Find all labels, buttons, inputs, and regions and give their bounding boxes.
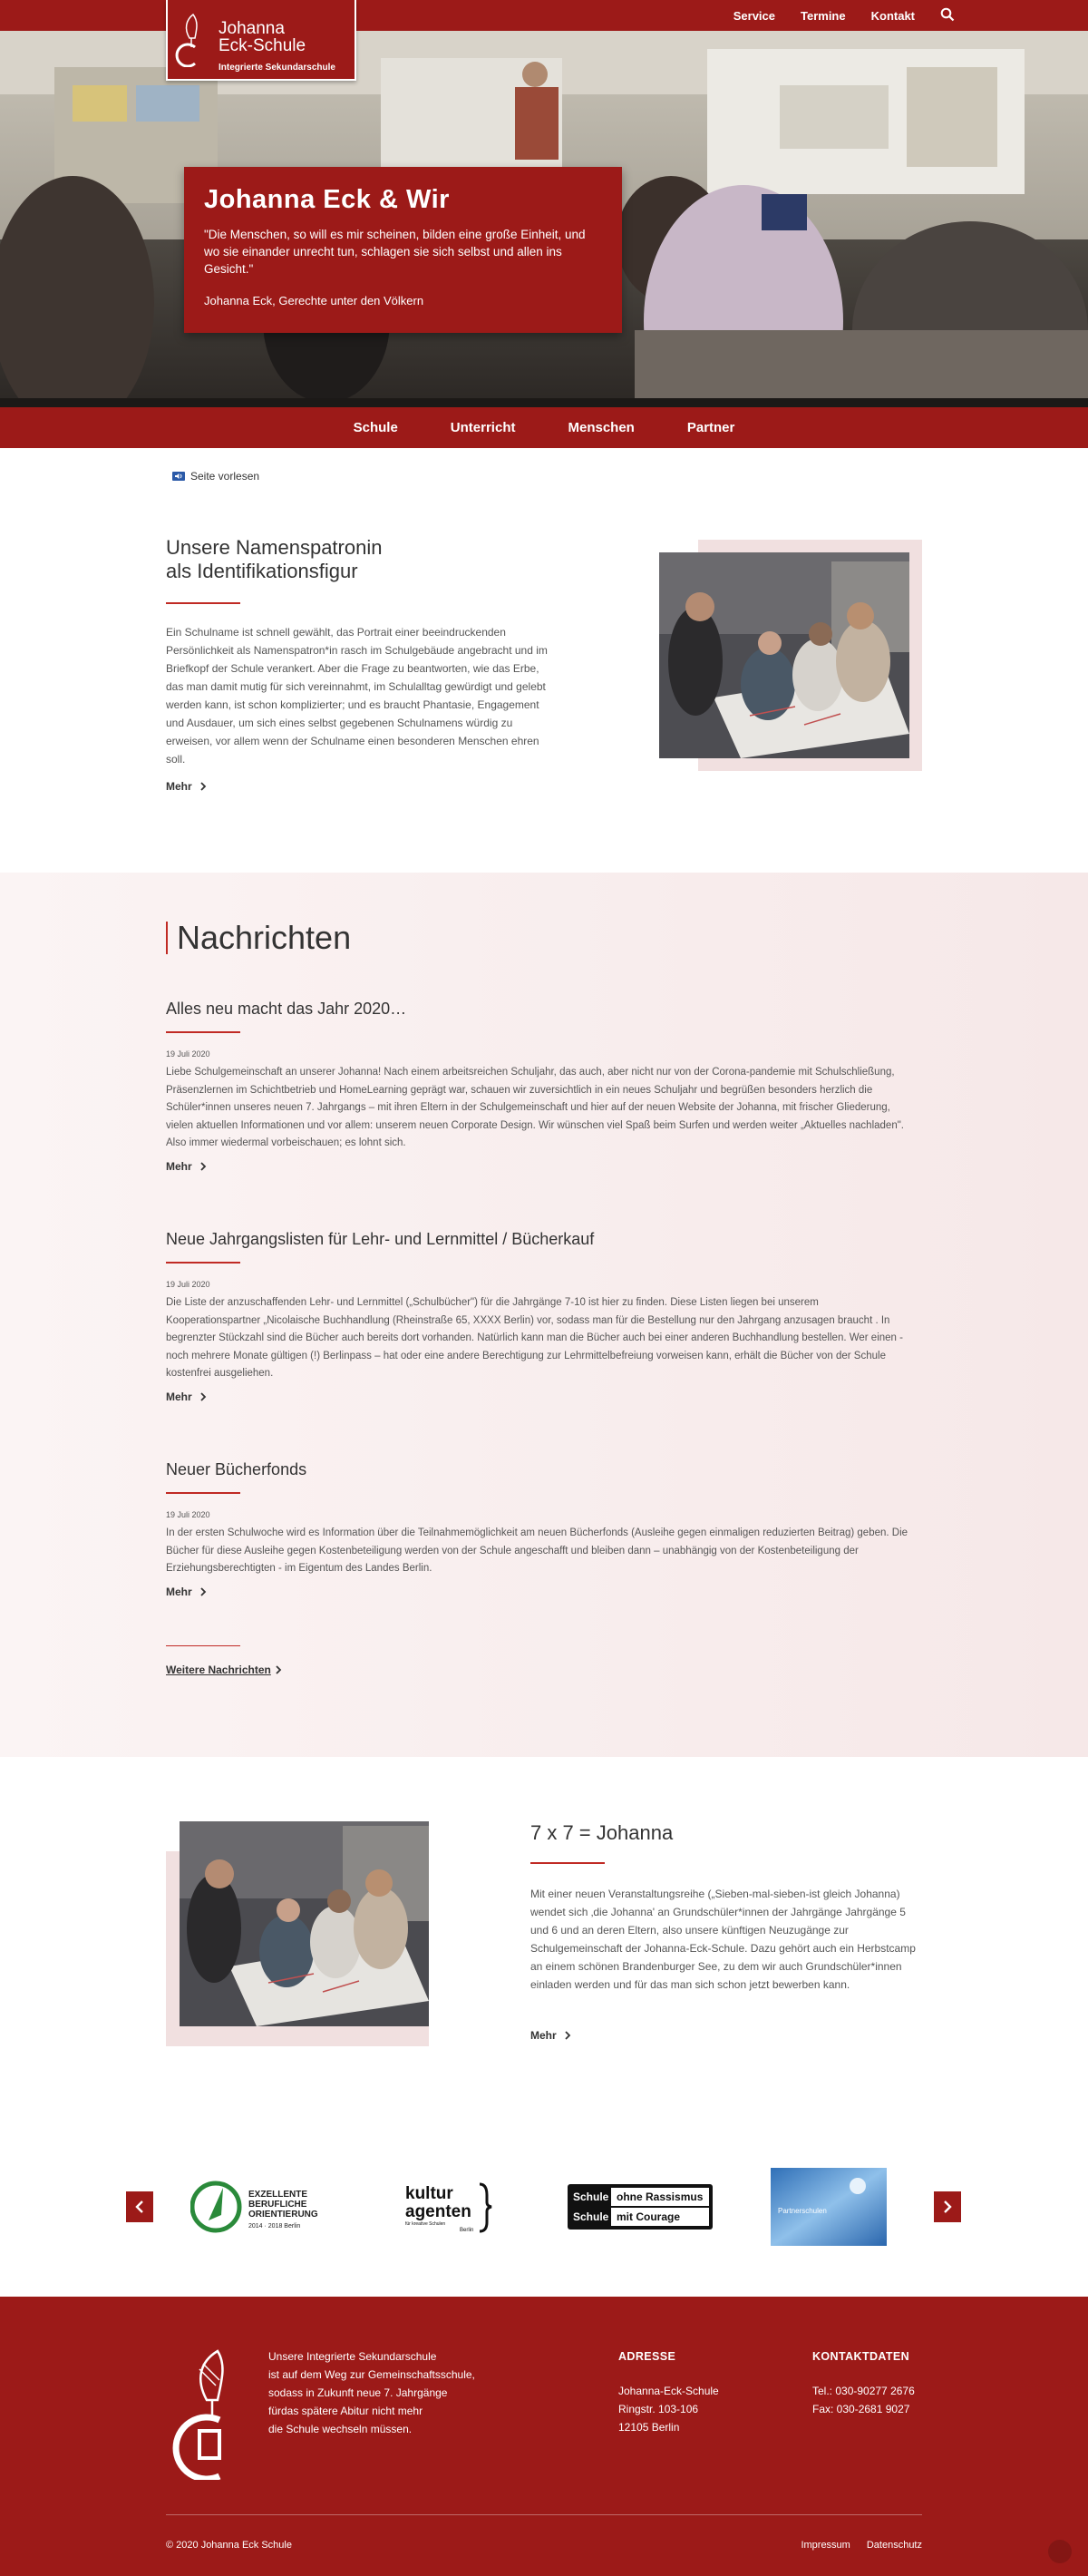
partner3-b: ohne Rassismus xyxy=(617,2191,704,2203)
top-bar xyxy=(0,0,1088,31)
patron-text: Ein Schulname ist schnell gewählt, das Portrait einer beeindruckenden Persönlichkeit als Namenspatron*in rasch im Schulgebäude angebracht und im Briefkopf der Schule verankert. Aber die Frage zu beantworten, wie das Erbe, das man damit mutig für sich vereinnahmt, im Schulalltag gewürdigt und gelebt werden kann, ist schon komplizierter; und es braucht Phantasie, Engagement und Ausdauer, um sich eines selbst gegebenen Schulnamens würdig zu erweisen, vor allem wenn der Schulname einen besonderen Menschen ehren soll. xyxy=(166,626,548,766)
news-heading-bar xyxy=(166,922,168,954)
news-article xyxy=(166,1460,915,1598)
partner3-d: mit Courage xyxy=(617,2210,681,2223)
chevron-right-icon xyxy=(943,2200,952,2213)
news-heading xyxy=(166,919,351,957)
chevron-right-icon xyxy=(564,2031,571,2040)
footer xyxy=(0,2297,1088,2576)
news-article-text: Liebe Schulgemeinschaft an unserer Johanna! Nach einem arbeitsreichen Schuljahr, das auch, aber nicht nur von der Corona-pandemie mit Schulschließung, Präsenzlernen im Schichtbetrieb und HomeLearning geprägt war, schauen wir zuversichtlich in ein neues Schuljahr und begrüßen besonders herzlich die Schüler*innen unseres neuen 7. Jahrgangs – mit ihren Eltern in der Schulgemeinschaft und hier auf der neuen Website der Johanna, mit frischer Gliederung, vielen aktuellen Informationen und vor allem: unserem neuen Corporate Design. Wir wünschen viel Spaß beim Surfen und werden weiter „Aktuelles nachladen". Also immer wiedermal vorbeischauen; es lohnt sich. xyxy=(166,1067,904,1148)
top-nav xyxy=(733,0,957,31)
news-title: Nachrichten xyxy=(177,919,352,956)
news-article-date: 19 Juli 2020 xyxy=(166,1049,210,1059)
partner2-line4: Berlin xyxy=(460,2228,474,2233)
more-news-divider xyxy=(166,1645,240,1646)
footer-about-line: sodass in Zukunft neue 7. Jahrgänge xyxy=(268,2386,448,2399)
top-nav-termine[interactable]: Termine xyxy=(801,8,846,23)
more-news-label: Weitere Nachrichten xyxy=(166,1664,271,1676)
news-article-more-link[interactable] xyxy=(166,1160,915,1173)
partner2-line3: für kreative Schulen xyxy=(405,2221,446,2227)
title-underline xyxy=(530,1862,605,1864)
news-article-date: 19 Juli 2020 xyxy=(166,1280,210,1289)
more-news-link[interactable] xyxy=(166,1664,282,1676)
patron-photo xyxy=(659,552,909,758)
main-nav-menschen[interactable]: Menschen xyxy=(568,420,635,435)
chevron-right-icon xyxy=(199,1162,207,1171)
partner-logo-kulturagenten[interactable] xyxy=(403,2168,494,2246)
news-article-more-link[interactable] xyxy=(166,1390,915,1403)
more-label: Mehr xyxy=(166,1585,192,1598)
news-article-title[interactable]: Neue Jahrgangslisten für Lehr- und Lernmittel / Bücherkauf xyxy=(166,1230,595,1248)
news-article-title[interactable]: Neuer Bücherfonds xyxy=(166,1460,307,1478)
seven-more-link[interactable] xyxy=(530,2029,571,2042)
footer-about xyxy=(268,2347,495,2438)
speaker-icon xyxy=(172,471,185,482)
footer-about-line: Unsere Integrierte Sekundarschule xyxy=(268,2350,437,2363)
school-logo[interactable] xyxy=(166,0,356,81)
hero-section xyxy=(0,31,1088,407)
patron-title-line2: als Identifikationsfigur xyxy=(166,560,358,582)
footer-logo-icon xyxy=(163,2344,254,2480)
hero-title: Johanna Eck & Wir xyxy=(204,185,450,214)
chevron-right-icon xyxy=(199,782,207,791)
carousel-prev-button[interactable] xyxy=(126,2191,153,2222)
footer-link-impressum[interactable]: Impressum xyxy=(801,2540,850,2551)
news-article xyxy=(166,1000,915,1173)
news-article-text: In der ersten Schulwoche wird es Information über die Teilnahmemöglichkeit am neuen Bücherfonds (Ausleihe gegen einmaligen reduzierten Beitrag) geben. Die Bücher für diese Ausleihe gegen Kostenbeteiligung werden von der Schule angeschafft und bleiben dann – unabhängig von der Kostenbeteiligung der Erziehungsberechtigten - im Eigentum des Landes Berlin. xyxy=(166,1527,908,1574)
partner1-line4: 2014 · 2018 Berlin xyxy=(248,2223,301,2230)
main-nav-schule[interactable]: Schule xyxy=(353,420,398,435)
logo-name-line2: Eck-Schule xyxy=(219,36,306,55)
footer-contact xyxy=(812,2347,915,2418)
chevron-right-icon xyxy=(199,1392,207,1401)
footer-fax: Fax: 030-2681 9027 xyxy=(812,2403,910,2415)
logo-name xyxy=(219,20,306,54)
partner3-c: Schule xyxy=(573,2210,609,2223)
hero-quote: "Die Menschen, so will es mir scheinen, bilden eine große Einheit, und wo sie einander unrecht tun, schlagen sie sich selbst und allen ins Gesicht." xyxy=(204,228,586,276)
partner1-line3: ORIENTIERUNG xyxy=(248,2210,318,2220)
footer-about-line: fürdas spätere Abitur nicht mehr xyxy=(268,2405,423,2417)
search-icon[interactable] xyxy=(940,7,957,24)
carousel-next-button[interactable] xyxy=(934,2191,961,2222)
top-nav-service[interactable]: Service xyxy=(733,8,775,23)
footer-copyright: © 2020 Johanna Eck Schule xyxy=(166,2540,292,2551)
main-nav-partner[interactable]: Partner xyxy=(686,420,735,435)
news-vertical-text: NACHRICHTEN xyxy=(928,1848,989,2258)
more-label: Mehr xyxy=(166,1159,192,1173)
footer-address-line: Ringstr. 103-106 xyxy=(618,2403,699,2415)
seven-title: 7 x 7 = Johanna xyxy=(530,1821,674,1844)
partner-logo-schule-ohne-rassismus[interactable] xyxy=(568,2168,713,2246)
footer-about-line: die Schule wechseln müssen. xyxy=(268,2423,413,2435)
partner4-label: Partnerschulen xyxy=(778,2207,827,2215)
chevron-left-icon xyxy=(135,2200,144,2213)
main-nav xyxy=(0,407,1088,448)
chevron-right-icon xyxy=(275,1665,282,1674)
hero-quote-author: Johanna Eck, Gerechte unter den Völkern xyxy=(204,294,424,307)
footer-links xyxy=(801,2540,922,2551)
chevron-right-icon xyxy=(199,1587,207,1596)
main-nav-unterricht[interactable]: Unterricht xyxy=(450,420,516,435)
footer-address-line: Johanna-Eck-Schule xyxy=(618,2385,719,2397)
footer-contact-title: KONTAKTDATEN xyxy=(812,2350,910,2363)
partner-logo-partnerschulen[interactable] xyxy=(771,2168,887,2246)
footer-address-line: 12105 Berlin xyxy=(618,2421,680,2434)
patron-title xyxy=(166,536,456,583)
title-underline xyxy=(166,1262,240,1264)
title-underline xyxy=(166,1492,240,1494)
more-label: Mehr xyxy=(530,2029,557,2042)
patron-title-line1: Unsere Namenspatronin xyxy=(166,536,383,559)
partner1-line2: BERUFLICHE xyxy=(248,2200,307,2210)
news-article-text: Die Liste der anzuschaffenden Lehr- und Lernmittel („Schulbücher") für die Jahrgänge 7-10 ist hier zu finden. Diese Listen liegen bei unserem Kooperationspartner „Nicolaische Buchhandlung (Rheinstraße 65, XXXX Berlin) vor, sodass man für die Bestellung nur den Jahrgang anzusagen braucht . In begrenzter Stückzahl sind die Bücher auch bereits dort vorhanden. Natürlich kann man die Bücher auch bei einer anderen Buchhandlung bestellen. Wer einen - noch mehrere Monate gültigen (!) Berlinpass – hat oder eine andere Berechtigung zur Lehrmittelbefreiung vorweisen kann, erhält die Bücher von der Schule kostenfrei ausgeliehen. xyxy=(166,1297,903,1379)
partner1-line1: EXZELLENTE xyxy=(248,2190,308,2200)
patron-more-label: Mehr xyxy=(166,780,192,793)
partner2-line2: agenten xyxy=(405,2202,471,2221)
news-article-date: 19 Juli 2020 xyxy=(166,1510,210,1519)
footer-about-line: ist auf dem Weg zur Gemeinschaftsschule, xyxy=(268,2368,475,2381)
footer-divider xyxy=(166,2514,922,2515)
title-underline xyxy=(166,602,240,604)
news-article xyxy=(166,1230,915,1403)
news-article-title[interactable]: Alles neu macht das Jahr 2020… xyxy=(166,1000,407,1018)
hero-quote-box xyxy=(184,167,622,333)
footer-phone[interactable]: Tel.: 030-90277 2676 xyxy=(812,2385,915,2397)
footer-link-datenschutz[interactable]: Datenschutz xyxy=(866,2540,922,2551)
footer-address-title: ADRESSE xyxy=(618,2350,676,2363)
seven-photo xyxy=(180,1821,429,2026)
logo-quill-icon xyxy=(175,11,208,67)
scroll-to-top-button[interactable] xyxy=(1048,2540,1072,2563)
partner-logo-berufliche-orientierung[interactable] xyxy=(190,2168,332,2246)
more-label: Mehr xyxy=(166,1390,192,1403)
top-nav-kontakt[interactable]: Kontakt xyxy=(870,8,915,23)
read-aloud-label: Seite vorlesen xyxy=(190,470,260,483)
footer-address xyxy=(618,2347,719,2436)
news-article-more-link[interactable] xyxy=(166,1586,915,1598)
read-aloud-button[interactable] xyxy=(172,470,259,483)
title-underline xyxy=(166,1031,240,1033)
logo-name-line1: Johanna xyxy=(219,19,285,38)
logo-subtitle: Integrierte Sekundarschule xyxy=(219,63,335,73)
partner3-a: Schule xyxy=(573,2191,609,2203)
patron-more-link[interactable] xyxy=(166,780,207,793)
seven-text: Mit einer neuen Veranstaltungsreihe („Sieben-mal-sieben-ist gleich Johanna) wendet sich ‚die Johanna' an Grundschüler*innen der Jahrgänge Jahrgänge 5 und 6 und an deren Eltern, also unsere künftigen Neuzugänge zur Schulgemeinschaft der Johanna-Eck-Schule. Dazu gehört auch ein Herbstcamp an einem schönen Brandenburger See, zu dem wir auch Grundschüler*innen einladen werden und für das man sich schon jetzt bewerben kann. xyxy=(530,1888,916,1991)
partner2-line1: kultur xyxy=(405,2184,453,2203)
